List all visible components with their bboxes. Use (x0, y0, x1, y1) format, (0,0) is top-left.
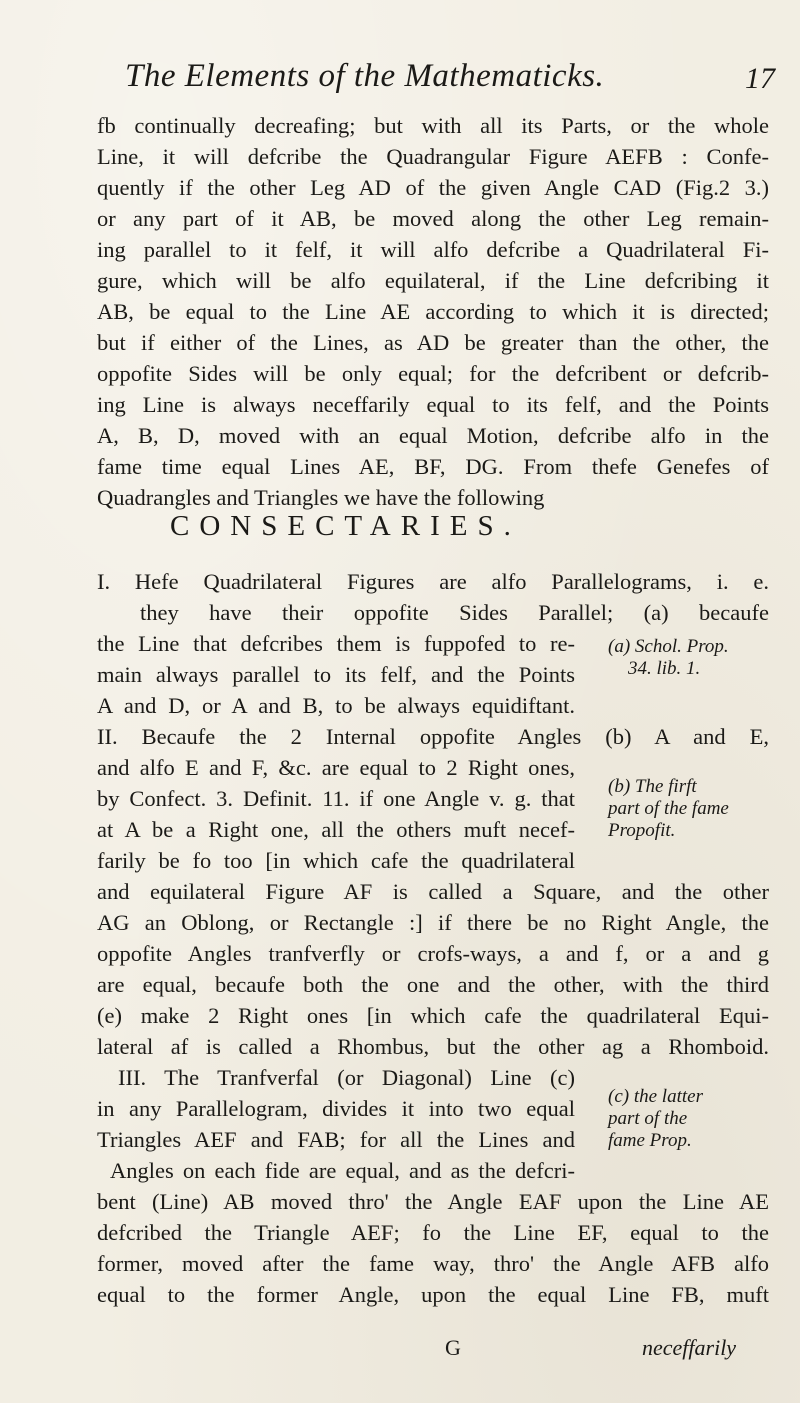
text-line: and equilateral Figure AF is called a Square, and the other (97, 879, 769, 904)
text-line: defcribed the Triangle AEF; fo the Line EF, equal to the (97, 1220, 769, 1245)
text-line: fb continually decreafing; but with all its Parts, or the whole (97, 113, 769, 138)
margin-note-line: 34. lib. 1. (628, 658, 701, 679)
text-line: AG an Oblong, or Rectangle :] if there be no Right Angle, the (97, 910, 769, 935)
text-line: bent (Line) AB moved thro' the Angle EAF upon the Line AE (97, 1189, 769, 1214)
catchword: neceffarily (642, 1335, 737, 1360)
page-header (95, 52, 775, 102)
text-line: by Confect. 3. Definit. 11. if one Angle v. g. that (97, 786, 575, 811)
text-line: oppofite Angles tranfverfly or crofs-ways, a and f, or a and g (97, 941, 769, 966)
text-line: gure, which will be alfo equilateral, if the Line defcribing it (97, 268, 769, 293)
text-line: former, moved after the fame way, thro' the Angle AFB alfo (97, 1251, 769, 1276)
text-line: ing Line is always neceffarily equal to its felf, and the Points (97, 392, 769, 417)
margin-note-line: (a) Schol. Prop. (608, 636, 729, 657)
text-line: in any Parallelogram, divides it into two equal (97, 1096, 575, 1121)
margin-note-line: part of the fame (608, 798, 729, 819)
text-line: fame time equal Lines AE, BF, DG. From thefe Genefes of (97, 454, 769, 479)
text-line: Line, it will defcribe the Quadrangular Figure AEFB : Confe- (97, 144, 769, 169)
text-line: and alfo E and F, &c. are equal to 2 Right ones, (97, 755, 575, 780)
text-line: equal to the former Angle, upon the equal Line FB, muft (97, 1282, 769, 1307)
text-line: lateral af is called a Rhombus, but the other ag a Rhomboid. (97, 1034, 769, 1059)
text-line: Triangles AEF and FAB; for all the Lines and (97, 1127, 575, 1152)
text-line: II. Becaufe the 2 Internal oppofite Angles (b) A and E, (97, 724, 769, 749)
margin-note-line: Propofit. (608, 820, 676, 841)
margin-note-line: (b) The firft (608, 776, 697, 797)
text-line: A, B, D, moved with an equal Motion, defcribe alfo in the (97, 423, 769, 448)
margin-note-line: part of the (608, 1108, 688, 1129)
text-line: I. Hefe Quadrilateral Figures are alfo Parallelograms, i. e. (97, 569, 769, 594)
page-number: 17 (745, 62, 775, 95)
text-line: farily be fo too [in which cafe the quadrilateral (97, 848, 575, 873)
margin-note-line: fame Prop. (608, 1130, 692, 1151)
text-line: but if either of the Lines, as AD be greater than the other, the (97, 330, 769, 355)
margin-note-a (608, 636, 778, 680)
margin-note-c (608, 1086, 778, 1152)
text-line: Quadrangles and Triangles we have the following (97, 485, 545, 510)
text-line: the Line that defcribes them is fuppofed to re- (97, 631, 575, 656)
text-line: (e) make 2 Right ones [in which cafe the quadrilateral Equi- (97, 1003, 769, 1028)
margin-note-line: (c) the latter (608, 1086, 703, 1107)
text-line: oppofite Sides will be only equal; for the defcribent or defcrib- (97, 361, 769, 386)
text-line: main always parallel to its felf, and the Points (97, 662, 575, 687)
text-line: ing parallel to it felf, it will alfo defcribe a Quadrilateral Fi- (97, 237, 769, 262)
margin-note-b (608, 776, 778, 842)
text-line: III. The Tranfverfal (or Diagonal) Line (c) (118, 1065, 575, 1090)
section-heading: CONSECTARIES. (170, 510, 521, 542)
text-line: AB, be equal to the Line AE according to which it is directed; (97, 299, 769, 324)
running-title: The Elements of the Mathematicks. (125, 58, 605, 94)
text-line: Angles on each fide are equal, and as the defcri- (110, 1158, 575, 1183)
text-line: quently if the other Leg AD of the given Angle CAD (Fig.2 3.) (97, 175, 769, 200)
text-line: they have their oppofite Sides Parallel; (a) becaufe (140, 600, 769, 625)
signature-mark: G (445, 1335, 461, 1360)
text-line: are equal, becaufe both the one and the other, with the third (97, 972, 769, 997)
text-line: at A be a Right one, all the others muft necef- (97, 817, 575, 842)
text-line: or any part of it AB, be moved along the other Leg remain- (97, 206, 769, 231)
text-line: A and D, or A and B, to be always equidiftant. (97, 693, 575, 718)
